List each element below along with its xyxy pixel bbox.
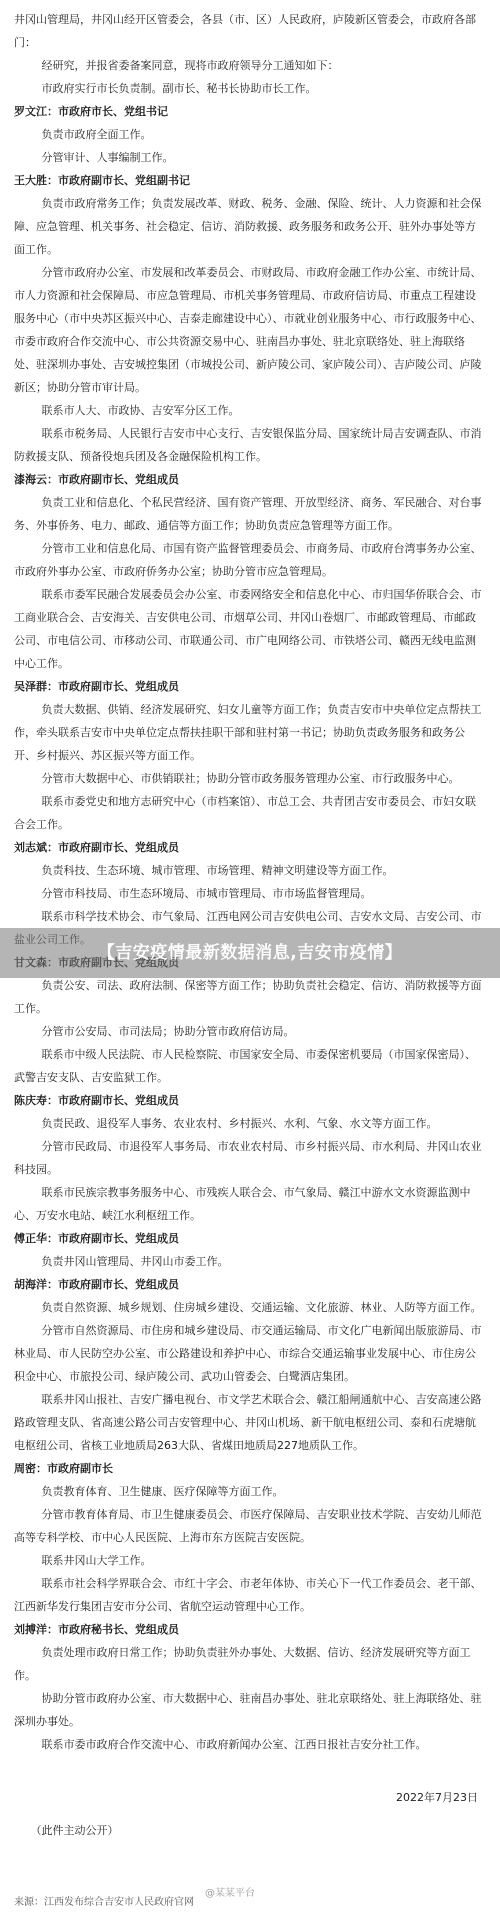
section-heading: 漆海云：市政府副市长、党组成员 [14, 473, 179, 486]
section-paragraph: 联系市委军民融合发展委员会办公室、市委网络安全和信息化中心、市归国华侨联合会、市工商业联合会、吉安海关、吉安供电公司、市烟草公司、井冈山卷烟厂、市邮政管理局、市邮政公司、市电信公司、市移动公司、市联通公司、市广电网络公司、市铁塔公司、赣西无线电监测中心工作。 [14, 588, 482, 670]
headline-title[interactable]: 【吉安疫情最新数据消息,吉安市疫情】 [97, 943, 403, 963]
section-paragraph: 联系市税务局、人民银行吉安市中心支行、吉安银保监分局、国家统计局吉安调查队、市消防救援支队、预备役炮兵团及各金融保险机构工作。 [14, 427, 482, 463]
section-paragraph: 分管市工业和信息化局、市国有资产监督管理委员会、市商务局、市政府台湾事务办公室、市政府外事办公室、市政府侨务办公室；协助分管市应急管理局。 [14, 542, 482, 578]
section-heading: 王大胜：市政府副市长、党组副书记 [14, 174, 190, 187]
document-date: 2022年7月23日 [396, 1791, 478, 1804]
section-paragraph: 负责市政府全面工作。 [41, 128, 152, 141]
section-heading: 周密：市政府副市长 [14, 1462, 113, 1475]
section-heading: 胡海洋：市政府副市长、党组成员 [14, 1278, 179, 1291]
section-paragraph: 负责民政、退役军人事务、农业农村、乡村振兴、水利、气象、水文等方面工作。 [41, 1117, 438, 1130]
section-paragraph: 协助分管市政府办公室、市大数据中心、驻南昌办事处、驻北京联络处、驻上海联络处、驻深圳办事处。 [14, 1692, 482, 1728]
section-paragraph: 分管市科技局、市生态环境局、市城市管理局、市市场监督管理局。 [41, 887, 372, 900]
section-paragraph: 联系市社会科学界联合会、市红十字会、市老年体协、市关心下一代工作委员会、老干部、江西新华发行集团吉安市分公司、省航空运动管理中心工作。 [14, 1577, 482, 1613]
section-paragraph: 联系市委市政府合作交流中心、市政府新闻办公室、江西日报社吉安分社工作。 [41, 1738, 427, 1751]
section-paragraph: 负责工业和信息化、个私民营经济、国有资产管理、开放型经济、商务、军民融合、对台事务、外事侨务、电力、邮政、通信等方面工作；协助负责应急管理等方面工作。 [14, 496, 482, 532]
section-heading: 陈庆寿：市政府副市长、党组成员 [14, 1094, 179, 1107]
section-paragraph: 分管市政府办公室、市发展和改革委员会、市财政局、市政府金融工作办公室、市统计局、市人力资源和社会保障局、市应急管理局、市机关事务管理局、市政府信访局、市重点工程建设服务中心（市中央苏区振兴中心、吉泰走廊建设中心）、市就业创业服务中心、市行政服务中心、市委市政府合作交流中心、市公共资源交易中心、驻南昌办事处、驻北京联络处、驻上海联络处、驻深圳办事处、吉安城控集团（市城投公司、新庐陵公司、家庐陵公司）、吉庐陵公司、庐陵新区；协助分管市审计局。 [14, 266, 482, 394]
section-heading: 吴泽群：市政府副市长、党组成员 [14, 680, 179, 693]
section-paragraph: 联系市民族宗教事务服务中心、市残疾人联合会、市气象局、赣江中游水文水资源监测中心、万安水电站、峡江水利枢纽工作。 [14, 1186, 471, 1222]
section-paragraph: 联系井冈山报社、吉安广播电视台、市文学艺术联合会、赣江船闸通航中心、吉安高速公路路政管理支队、省高速公路公司吉安管理中心、井冈山机场、新干航电枢纽公司、泰和石虎塘航电枢纽公司、省核工业地质局263大队、省煤田地质局227地质队工作。 [14, 1393, 482, 1452]
section-paragraph: 负责公安、司法、政府法制、保密等方面工作；协助负责社会稳定、信访、消防救援等方面工作。 [14, 979, 482, 1015]
section-paragraph: 负责大数据、供销、经济发展研究、妇女儿童等方面工作；负责吉安市中央单位定点帮扶工作，牵头联系吉安市中央单位定点帮扶挂职干部和驻村第一书记；协助负责政务服务和政务公开、乡村振兴、苏区振兴等方面工作。 [14, 703, 482, 762]
section-paragraph: 联系井冈山大学工作。 [41, 1554, 152, 1567]
section-heading: 罗文江：市政府市长、党组书记 [14, 105, 168, 118]
section-paragraph: 联系市委党史和地方志研究中心（市档案馆）、市总工会、共青团吉安市委员会、市妇女联合会工作。 [14, 795, 476, 831]
section-paragraph: 联系市科学技术协会、市气象局、江西电网公司吉安供电公司、吉安水文局、吉安公司、市 [41, 910, 482, 923]
section-paragraph: 负责市政府常务工作；负责发展改革、财政、税务、金融、保险、统计、人力资源和社会保障、应急管理、机关事务、社会稳定、信访、消防救援、政务服务和政务公开、驻外办事处等方面工作。 [14, 197, 482, 256]
section-heading: 傅正华：市政府副市长、党组成员 [14, 1232, 179, 1245]
intro-system: 市政府实行市长负责制。副市长、秘书长协助市长工作。 [41, 82, 317, 95]
section-paragraph: 分管审计、人事编制工作。 [41, 151, 174, 164]
source-line: 来源：江西发布综合吉安市人民政府官网 [14, 1897, 194, 1908]
section-paragraph: 分管市大数据中心、市供销联社；协助分管市政务服务管理办公室、市行政服务中心。 [41, 772, 460, 785]
section-paragraph: 负责处理市政府日常工作；协助负责驻外办事处、大数据、信访、经济发展研究等方面工作。 [14, 1646, 471, 1682]
section-paragraph: 负责教育体育、卫生健康、医疗保障等方面工作。 [41, 1485, 284, 1498]
intro-notice: 经研究，并报省委备案同意，现将市政府领导分工通知如下： [41, 59, 339, 72]
section-paragraph: 负责科技、生态环境、城市管理、市场管理、精神文明建设等方面工作。 [41, 864, 394, 877]
section-paragraph: 负责井冈山管理局、井冈山市委工作。 [41, 1255, 229, 1268]
section-paragraph: 负责自然资源、城乡规划、住房城乡建设、交通运输、文化旅游、林业、人防等方面工作。 [41, 1301, 482, 1314]
section-heading: 刘志斌：市政府副市长、党组成员 [14, 841, 179, 854]
section-paragraph: 分管市公安局、市司法局；协助分管市政府信访局。 [41, 1025, 295, 1038]
section-paragraph: 联系市中级人民法院、市人民检察院、市国家安全局、市委保密机要局（市国家保密局）、武警吉安支队、吉安监狱工作。 [14, 1048, 476, 1084]
section-paragraph: 分管市教育体育局、市卫生健康委员会、市医疗保障局、吉安职业技术学院、吉安幼儿师范高等专科学校、市中心人民医院、上海市东方医院吉安医院。 [14, 1508, 482, 1544]
section-paragraph: 联系市人大、市政协、吉安军分区工作。 [41, 404, 240, 417]
watermark: @某某平台 [205, 1888, 255, 1899]
section-paragraph: 分管市自然资源局、市住房和城乡建设局、市交通运输局、市文化广电新闻出版旅游局、市林业局、市人民防空办公室、市公路建设和养护中心、市综合交通运输事业发展中心、市住房公积金中心、市旅投公司、绿庐陵公司、武功山管委会、白鹭酒店集团。 [14, 1324, 482, 1383]
section-paragraph: 分管市民政局、市退役军人事务局、市农业农村局、市乡村振兴局、市水利局、井冈山农业科技园。 [14, 1140, 482, 1176]
intro-recipients: 井冈山管理局，井冈山经开区管委会，各县（市、区）人民政府，庐陵新区管委会，市政府各部门： [14, 13, 476, 49]
section-heading: 刘搏洋：市政府秘书长、党组成员 [14, 1623, 179, 1636]
public-note: （此件主动公开） [30, 1824, 119, 1837]
headline-banner[interactable] [0, 928, 500, 978]
